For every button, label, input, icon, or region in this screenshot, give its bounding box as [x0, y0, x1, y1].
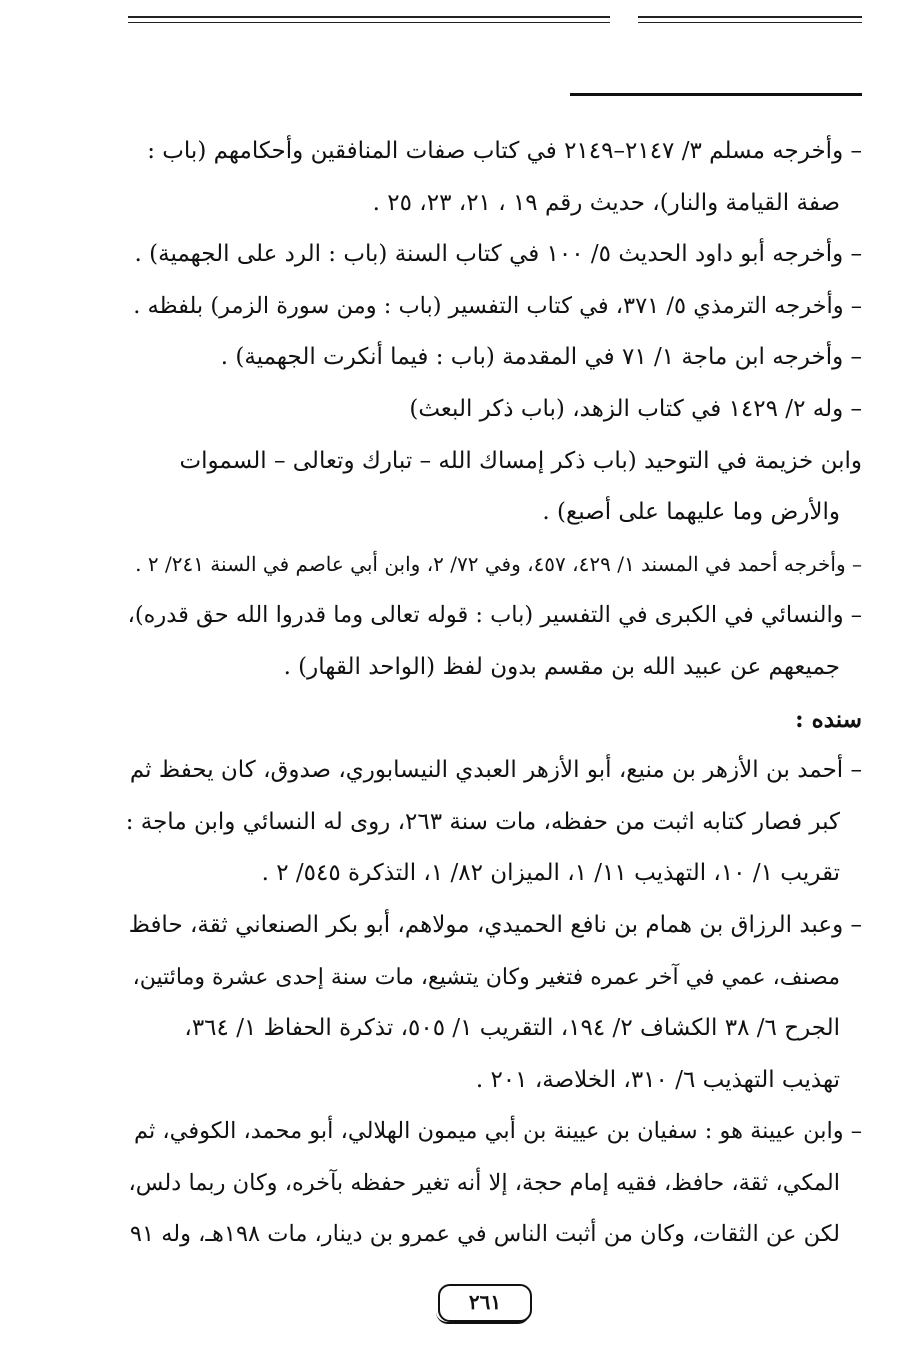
- text-line: مصنف، عمي في آخر عمره فتغير وكان يتشيع، مات سنة إحدى عشرة ومائتين،: [132, 964, 840, 990]
- text-line: الجرح ٦/ ٣٨ الكشاف ٢/ ١٩٤، التقريب ١/ ٥٠٥، تذكرة الحفاظ ١/ ٣٦٤،: [184, 1015, 840, 1042]
- page-number: ٢٦١: [438, 1284, 532, 1322]
- text-line: – وابن عيينة هو : سفيان بن عيينة بن أبي ميمون الهلالي، أبو محمد، الكوفي، ثم: [134, 1118, 862, 1145]
- text-line: وابن خزيمة في التوحيد (باب ذكر إمساك الله – تبارك وتعالى – السموات: [179, 447, 862, 474]
- text-line: جميعهم عن عبيد الله بن مقسم بدون لفظ (الواحد القهار) .: [283, 653, 840, 680]
- text-line: كبر فصار كتابه اثبت من حفظه، مات سنة ٢٦٣، روى له النسائي وابن ماجة :: [125, 808, 840, 835]
- header-rule-gap: [610, 12, 638, 26]
- text-line: – والنسائي في الكبرى في التفسير (باب : قوله تعالى وما قدروا الله حق قدره)،: [127, 602, 862, 629]
- text-line: تهذيب التهذيب ٦/ ٣١٠، الخلاصة، ٢٠١ .: [475, 1066, 840, 1093]
- text-line: – أحمد بن الأزهر بن منيع، أبو الأزهر العبدي النيسابوري، صدوق، كان يحفظ ثم: [129, 757, 862, 784]
- section-heading: سنده :: [795, 705, 862, 733]
- footnote-text: [122, 126, 862, 1261]
- header-rule-top: [128, 16, 862, 18]
- text-line: والأرض وما عليهما على أصبع) .: [542, 499, 840, 526]
- text-line: – وأخرجه ابن ماجة ١/ ٧١ في المقدمة (باب : فيما أنكرت الجهمية) .: [220, 344, 862, 371]
- text-line: – وأخرجه أبو داود الحديث ٥/ ١٠٠ في كتاب السنة (باب : الرد على الجهمية) .: [134, 241, 862, 268]
- footnote-separator: [570, 93, 862, 96]
- text-line: المكي، ثقة، حافظ، فقيه إمام حجة، إلا أنه تغير حفظه بآخره، وكان ربما دلس،: [128, 1169, 840, 1196]
- text-line: – وله ٢/ ١٤٢٩ في كتاب الزهد، (باب ذكر البعث): [409, 395, 862, 422]
- text-line: – وأخرجه مسلم ٣/ ٢١٤٧–٢١٤٩ في كتاب صفات المنافقين وأحكامهم (باب :: [147, 138, 862, 164]
- text-line: – وعبد الرزاق بن همام بن نافع الحميدي، مولاهم، أبو بكر الصنعاني ثقة، حافظ: [128, 911, 862, 938]
- text-line: تقريب ١/ ١٠، التهذيب ١١/ ١، الميزان ٨٢/ ١، التذكرة ٥٤٥/ ٢ .: [261, 860, 840, 887]
- text-line: صفة القيامة والنار)، حديث رقم ١٩ ، ٢١، ٢٣، ٢٥ .: [372, 189, 840, 216]
- text-line: لكن عن الثقات، وكان من أثبت الناس في عمرو بن دينار، مات ١٩٨هـ، وله ٩١: [129, 1221, 840, 1248]
- header-rule-bottom: [128, 22, 862, 23]
- text-line: – وأخرجه أحمد في المسند ١/ ٤٢٩، ٤٥٧، وفي ٧٢/ ٢، وابن أبي عاصم في السنة ٢٤١/ ٢ .: [135, 551, 862, 576]
- text-line: – وأخرجه الترمذي ٥/ ٣٧١، في كتاب التفسير (باب : ومن سورة الزمر) بلفظه .: [133, 292, 862, 319]
